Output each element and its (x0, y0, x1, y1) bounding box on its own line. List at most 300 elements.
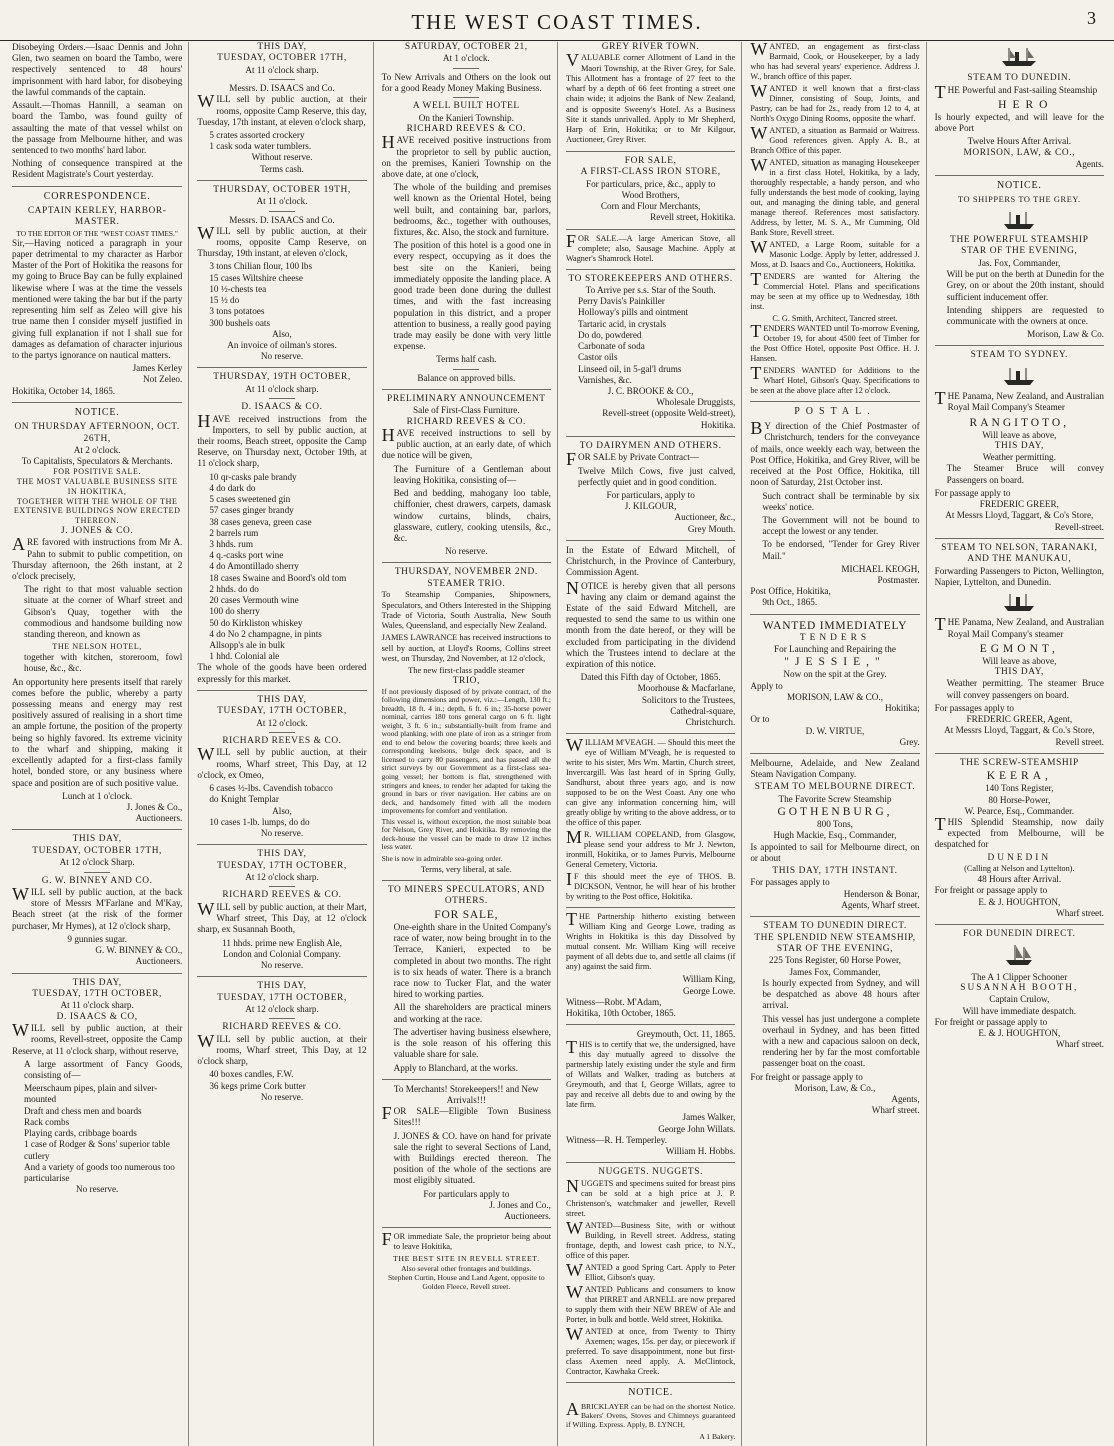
advert-line: 1 cask soda water tumblers. (209, 141, 312, 152)
advert-line: THIS DAY, (257, 981, 307, 992)
advert-line: William King, (682, 974, 736, 985)
advert-line: THE POWERFUL STEAMSHIP (950, 234, 1089, 245)
page-number: 3 (1087, 8, 1096, 28)
divider (935, 924, 1104, 925)
advert-line: She is now in admirable sea-going order. (381, 853, 503, 863)
advert-line: 4 do dark do (209, 482, 256, 493)
advert-line: No reserve. (75, 1184, 119, 1195)
divider (750, 753, 919, 754)
advert-line: Intending shippers are requested to communicate with the owners at once. (946, 304, 1104, 326)
advert-line: The right to that most valuable section situate at the corner of Wharf street and Gibson's Quay, together with the commodious and handsome building now standing thereon, and known as (24, 584, 183, 640)
advert-line: WANTED, a situation as Barmaid or Waitress. Good references given. Apply A. B., at Branch Office of this paper. (750, 123, 920, 155)
letter-signature-note: Not Zeleo. (143, 374, 183, 385)
advert-grey-river-town (566, 42, 735, 146)
divider (197, 844, 366, 845)
advert-line: William H. Hobbs. (665, 1146, 736, 1157)
advert-line: 4 q.-casks port wine (209, 550, 284, 561)
advert-line: GOTHENBURG, (777, 806, 893, 819)
advert-line: WILL sell by public auction, at their rooms, opposite Camp Reserve, on Thursday, 19th instant, at eleven o'clock, (197, 222, 367, 259)
divider (566, 1382, 735, 1383)
advert-line: TUESDAY, OCTOBER 17TH, (217, 53, 347, 64)
schooner-icon (935, 944, 1104, 969)
advert-furniture (382, 394, 551, 558)
advert-line: For freight or passage apply to (750, 1071, 863, 1082)
advert-line: Witness—Robt. M'Adam, (565, 996, 662, 1007)
advert-line: At 11 o'clock. (256, 196, 308, 207)
advert-line: TENDERS are wanted for Altering the Commercial Hotel. Plans and specifications may be seen at my office up to Wednesday, 18th inst. (750, 269, 920, 311)
advert-line: WANTED IMMEDIATELY (762, 619, 908, 632)
advert-line: TO STOREKEEPERS AND OTHERS. (568, 273, 733, 284)
advert-line: At 12 o'clock sharp. (245, 872, 319, 883)
advert-rangitoto (935, 350, 1104, 532)
advert-line: 57 cases ginger brandy (209, 505, 294, 516)
advert-line: EGMONT, (979, 642, 1059, 655)
letter-title: CAPTAIN KERLEY, HARBOR-MASTER. (27, 205, 167, 228)
advert-line: FOR POSITIVE SALE. (53, 467, 142, 477)
advert-line: No reserve. (445, 546, 488, 557)
advert-line: KEERA, (986, 770, 1052, 783)
advert-line: For freight or passage apply to (934, 1016, 1048, 1027)
advert-line: 18 cases Swaine and Boord's old tom (209, 572, 347, 583)
advert-line: FOR SALE—Eligible Town Business Sites!!! (381, 1103, 551, 1128)
advert-line: No reserve. (260, 1091, 304, 1102)
column-6 (926, 42, 1110, 1446)
advert-line: Also, (272, 328, 292, 339)
advert-line: 48 Hours after Arrival. (977, 874, 1062, 885)
advert-line: The position of this hotel is a good one in every respect, occupying as it does the best site on the Kanieri, being immediately opposite the landing place. A good trade been done during the dullest times, and with the fast increasing population in this district, and a proper attention to business, a really good paying trade may easily be done with very little expense. (393, 240, 551, 352)
advert-line: Cathedral-square, (670, 705, 736, 716)
advert-line: To Steamship Companies, Shipowners, Speculators, and Others Interested in the Shipping Trade of Victoria, South Australia, New South Wales, Queensland, and especially New Zealand. (381, 590, 551, 631)
advert-line: Tartaric acid, in crystals (577, 318, 667, 329)
advert-line: Morison, Law & Co. (1027, 329, 1104, 340)
steamship-icon (935, 210, 1104, 233)
divider (566, 151, 735, 152)
steamship-icon (935, 592, 1104, 615)
advert-line: STEAMER TRIO. (427, 578, 506, 589)
advert-line: Rack combs (24, 1116, 70, 1127)
advert-line: Solicitors to the Trustees, (641, 694, 736, 705)
advert-gothenburg (750, 758, 919, 911)
advert-line: A large assortment of Fancy Goods, consisting of— (24, 1058, 183, 1081)
advert-line: This vessel is, without exception, the most suitable boat for Nelson, Grey River, and Hokitika. By removing the deck-house the vessel can be made to draw 12 inches less water. (381, 816, 551, 852)
advert-line: STEAM TO SYDNEY. (970, 350, 1068, 361)
advert-line: THE BEST SITE IN REVELL STREET. (392, 1254, 540, 1264)
advert-keera (935, 758, 1104, 919)
advert-line: Will have immediate despatch. (962, 1005, 1077, 1016)
advert-line: THIS DAY, (257, 694, 307, 705)
advert-line: Wharf street. (1056, 1039, 1104, 1050)
advert-line: E. & J. HOUGHTON, (978, 896, 1061, 907)
advert-line: No reserve. (260, 959, 304, 970)
advert-line: 300 bushels oats (209, 317, 271, 328)
advert-line: IN HOKITIKA, (67, 486, 127, 496)
divider (750, 614, 919, 615)
advert-line: Is appointed to sail for Melbourne direct, on or about (750, 841, 920, 863)
advert-line: Auctioneers. (504, 1211, 551, 1222)
advert-line: Agents, (891, 1094, 920, 1105)
advert-line: The whole of the goods have been ordered expressly for this market. (197, 662, 367, 684)
advert-line: HERO (998, 98, 1054, 111)
advert-line: THIS DAY, 17TH INSTANT. (772, 865, 898, 876)
advert-line: (Calling at Nelson and Lyttelton). (964, 864, 1075, 874)
advert-line: J. C. BROOKE & CO., (607, 385, 694, 396)
divider (197, 976, 366, 977)
advert-line: Witness—R. H. Temperley. (565, 1134, 668, 1145)
column-3 (373, 42, 557, 1446)
advert-line: James Fox, Commander, (789, 966, 881, 977)
advert-line: Hokitika, 10th October, 1865. (565, 1008, 676, 1018)
divider (382, 389, 551, 390)
advert-line: C. G. Smith, Architect, Tancred street. (772, 314, 898, 323)
advert-susannah-booth (935, 929, 1104, 1050)
advert-line: STAR OF THE EVENING, (961, 246, 1078, 257)
advert-line: Post Office, Hokitika, (750, 586, 831, 597)
advert-line: J. JONES & CO. have on hand for private sale the right to several Sections of Land, with Buildings erected thereon. The position of the whole of the sections are most eligibly situated. (393, 1130, 551, 1186)
advert-line: TENDERS (799, 632, 871, 643)
advert-line: At 11 o'clock sharp. (245, 383, 319, 394)
advert-line: D. ISAACS & CO, (56, 1011, 138, 1022)
advert-line: 4 do No 2 champagne, in pints (209, 628, 322, 639)
advert-line: 80 Horse-Power, (988, 794, 1051, 805)
advert-line: 5 crates assorted crockery (209, 130, 305, 141)
divider (566, 1162, 735, 1163)
rule (269, 732, 295, 733)
advert-line: One-eighth share in the United Company's race of water, now being brought in to the Terrace, Kanieri, expected to be completed in about two months. The right is to six heads of water. There is a branch race now to Tucker Flat, and the water hired to working parties. (393, 921, 551, 1000)
advert-line: THIS Splendid Steamship, now daily expected from Melbourne, will be despatched for (934, 813, 1104, 850)
divider (935, 345, 1104, 346)
advert-kanieri-hotel (382, 42, 551, 384)
advert-line: Auctioneer, &c., (674, 512, 736, 523)
advert-line: 15 cases Wiltshire cheese (209, 272, 303, 283)
advert-line: The Steamer Bruce will convey Passengers on board. (946, 463, 1104, 485)
advert-line: 11 hhds. prime new English Ale, (222, 937, 342, 948)
advert-reeves-tobacco (197, 695, 366, 839)
advert-line: At 12 o'clock Sharp. (59, 857, 135, 868)
advert-line: If not previously disposed of by private contract, of the following dimensions and power, viz.:—Length, 130 ft.; breadth, 18 ft. 4 in.; depth, 6 ft. 6 in.; 35-horse power nominal, carries 180 tons general cargo on 6 ft. light weight, 3 ft. 6 in.; substantially-built from frame and wood planking, with one plate of iron as a stringer from end to end below the covering boards; three keels and corresponding keelsons, bulge deck space, and is licensed to carry 80 passengers, and has passed all the strict surveys by our Government as a first-class sea-going vessel; her bottom is flat, strengthened with stringers and knees, to render her adapted for taking the ground in bars or river navigation. Her cabins are on deck, and handsomely fitted with all the modern improvements for comfort and ventilation. (381, 686, 551, 816)
columns (4, 39, 1110, 1441)
advert-line: EXTENSIVE BUILDINGS NOW ERECTED (13, 506, 181, 516)
advert-line: WILL sell by public auction, at their rooms, opposite Camp Reserve, this day, Tuesday, 17th instant, at eleven o'clock sharp, (197, 91, 367, 127)
advert-line: At Messrs Lloyd, Taggart, & Co.'s Store, (944, 725, 1095, 736)
advert-line: Bed and bedding, mahogany loo table, chiffonier, chest drawers, carpets, damask window curtains, blinds, chairs, glassware, cutlery, cooking utensils, &c., &c. (393, 488, 551, 543)
advert-line: TUESDAY, OCTOBER 17TH, (32, 845, 163, 856)
divider (382, 562, 551, 563)
advert-line: THE SPLENDID NEW STEAMSHIP, (754, 932, 916, 943)
divider (382, 1079, 551, 1080)
advert-line: WILLIAM M'VEAGH. — Should this meet the eye of William M'Veagh, he is requested to write to his sister, Mrs Wm. Martin, Church street, Invercargill. Was last heard of in Spring Gully, Sandhurst, about three years ago, and is now supposed to be on the West Coast. Any one who can give any information concerning him, will greatly oblige by writing to the above address, or to the office of this paper. (565, 735, 736, 828)
advert-line: London and Colonial Company. (223, 948, 341, 959)
advert-line: MORISON, LAW, & CO., (963, 147, 1076, 158)
advert-line: THE MOST VALUABLE BUSINESS SITE (16, 477, 178, 487)
divider (566, 733, 735, 734)
advert-line: NOTICE. (996, 180, 1042, 192)
advert-line: THIS DAY, (72, 834, 122, 845)
advert-line: At Messrs Lloyd, Taggart, & Co's Store, (945, 510, 1094, 521)
advert-line: RICHARD REEVES & CO. (222, 890, 342, 901)
advert-line: WANTED, situation as managing Housekeeper in a first class Hotel, Hokitika, by a lady, thoroughly respectable, a handy person, and who fully understands the best mode of cooking, laying out, and managing the dining table, and general manage thereof. References most satisfactory. Address, by letter, M. S. A., Mr Cumming, Old Bank Store, Revell street. (750, 155, 920, 237)
advert-line: W. Pearce, Esq., Commander. (964, 805, 1074, 816)
advert-line: All the shareholders are practical miners and working at the race. (393, 1002, 551, 1024)
letter-body: Sir,—Having noticed a paragraph in your paper detrimental to my character as Harbor Master of the Port of Hokitika the reasons for my going to Bruce Bay can be fully explained likewise where I was at the time the vessels mentioned were taking the bar but if the party representing him self as Zeleo will give his true name then I consider myself justified in giving full explanation if not I shall sue for damages as defamation of character injurious to the partys ignorance on nautical matters. (12, 237, 183, 360)
advert-line: The Furniture of a Gentleman about leaving Hokitika, consisting of— (393, 463, 551, 485)
advert-line: Castor oils (577, 352, 618, 363)
advert-line: For passages apply to (750, 877, 830, 888)
advert-line: HAVE received positive instructions from the proprietor to sell by public auction, on the premises, Kanieri Township on the above date, at one o'clock, (381, 132, 551, 179)
advert-line: THURSDAY, OCTOBER 19TH, (213, 184, 351, 195)
advert-steamer-trio (382, 567, 551, 874)
advert-line: 36 kegs prime Cork butter (209, 1080, 306, 1091)
advert-line: To Capitalists, Speculators & Merchants. (21, 456, 173, 467)
advert-line: Without reserve. (251, 152, 313, 163)
divider (566, 436, 735, 437)
divider (566, 1024, 735, 1025)
advert-line: Wharf street. (1056, 907, 1104, 918)
advert-line: Will be put on the berth at Dunedin for the Grey, on or about the 20th instant, should sufficient inducement offer. (946, 269, 1104, 302)
advert-line: The Favorite Screw Steamship (778, 793, 892, 804)
advert-line: 140 Tons Register, (985, 783, 1054, 794)
advert-line: Sale of First-Class Furniture. (412, 405, 520, 416)
advert-line: THURSDAY, 19TH OCTOBER, (213, 372, 351, 383)
advert-line: THIS DAY, (994, 667, 1044, 678)
advert-line: THIS DAY, (257, 849, 307, 860)
advert-line: do Knight Templar (209, 794, 279, 805)
notice-postal (750, 406, 919, 609)
newspaper-title: THE WEST COAST TIMES. (411, 10, 703, 34)
advert-brooke-druggists (566, 274, 735, 431)
advert-line: At 1 o'clock. (442, 53, 490, 64)
advert-line: TO MINERS SPECULATORS, AND OTHERS. (387, 884, 545, 907)
advert-line: The Government will not be bound to accept the lowest or any tender. (762, 514, 920, 537)
advert-american-stove (565, 230, 736, 264)
divider (197, 367, 366, 368)
divider (935, 753, 1104, 754)
section-heading: CORRESPONDENCE. (43, 190, 151, 202)
advert-line: Will leave as above, (982, 655, 1057, 666)
advert-line: RICHARD REEVES & CO. (406, 416, 526, 427)
advert-line: THIS DAY, (994, 440, 1044, 451)
advert-line: "JESSIE," (784, 656, 886, 669)
advert-line: Balance on approved bills. (417, 372, 516, 383)
advert-line: G. W. BINNEY AND CO. (41, 875, 153, 886)
advert-line: 3 tons Chilian flour, 100 lbs (209, 261, 313, 272)
advert-line: Forwarding Passengers to Picton, Wellington, Napier, Lyttelton, and Dunedin. (934, 565, 1104, 587)
advert-line: STAR OF THE EVENING, (776, 944, 894, 955)
advert-line: At 11 o'clock sharp. (60, 1000, 134, 1011)
advert-line: FOR immediate Sale, the proprietor being about to leave Hokitika, (381, 1229, 551, 1252)
advert-line: For particulars apply to (423, 1188, 510, 1199)
advert-line: 9th Oct., 1865. (762, 597, 818, 608)
advert-line: Grey Mouth. (687, 523, 736, 534)
advert-line: Messrs. D. ISAACS and Co. (229, 83, 335, 94)
advert-line: WANTED at once, from Twenty to Thirty Axemen; wages, 15s. per day, or piecework if preferred. To save disappointment, none but first-class Axemen need apply. A. McClintock, Contractor, Kawhaka Creek. (565, 1323, 736, 1376)
advert-line: J. KILGOUR, (624, 501, 677, 512)
advert-line: Weather permitting. The steamer Bruce will convey passengers on board. (946, 678, 1104, 700)
advert-line: James Walker, (682, 1112, 736, 1123)
advert-line: FREDERIC GREER, (979, 499, 1059, 510)
advert-line: WILL sell by public auction, at the back store of Messrs M'Farlane and M'Kay, Beach street (at the risk of the former purchaser, Mr Hymes), at 12 o'clock sharp, (12, 884, 183, 931)
advert-line: Linseed oil, in 5-gal'l drums (577, 363, 682, 374)
advert-line: WANTED a good Spring Cart. Apply to Peter Elliot, Gibson's quay. (565, 1259, 736, 1282)
advert-line: Is hourly expected, and will leave for the above Port (934, 111, 1104, 134)
advert-line: STEAM TO DUNEDIN. (967, 73, 1072, 84)
advert-line: No reserve. (260, 351, 304, 362)
divider (197, 690, 366, 691)
advert-heading: NOTICE. (74, 406, 120, 418)
rule (269, 1018, 295, 1019)
divider (566, 229, 735, 230)
advert-line: NOTICE. (628, 1386, 674, 1398)
advert-line: Revell street. (1055, 736, 1104, 747)
advert-line: Carbonate of soda (577, 341, 645, 352)
rule (84, 872, 110, 873)
advert-line: ARE favored with instructions from Mr A. Pahn to submit to public competition, on Thursday afternoon, the 26th instant, at 2 o'clock precisely, (12, 534, 183, 582)
advert-line: Agents, Wharf street. (841, 899, 920, 910)
advert-line: Morison, Law, & Co., (794, 1082, 876, 1093)
advert-line: 4 do Amontillado sherry (209, 561, 299, 572)
advert-line: JAMES LAWRANCE has received instructions to sell by auction, at Lloyd's Rooms, Collins street west, on Thursday, 2nd November, at 12 o'clock, (381, 633, 551, 663)
advert-line: THE Panama, New Zealand, and Australian Royal Mail Company's Steamer (934, 388, 1104, 413)
advert-line: STEAM TO NELSON, TARANAKI, AND THE MANUKAU, (941, 542, 1098, 565)
advert-line: Twelve Milch Cows, five just calved, perfectly quiet and in good condition. (577, 465, 736, 487)
advert-line: FREDERIC GREER, Agent, (966, 714, 1073, 725)
advert-line: In the Estate of Edward Mitchell, of Christchurch, in the Province of Canterbury, Commission Agent. (565, 544, 736, 578)
advert-line: 5 cases sweetened gin (209, 494, 291, 505)
advert-line: 9 gunnies sugar. (67, 933, 127, 944)
advert-line: TUESDAY, 17TH OCTOBER, (217, 992, 347, 1003)
advert-line: D. ISAACS & CO. (241, 402, 323, 413)
rule (269, 79, 295, 80)
advert-line: Auctioneers. (135, 813, 183, 824)
advert-line: Also, (272, 805, 292, 816)
advert-line: 38 cases geneva, green case (209, 516, 312, 527)
advert-line: Henderson & Bonar, (843, 888, 920, 899)
advert-line: FOR SALE by Private Contract— (565, 449, 699, 470)
advert-line: BY direction of the Chief Postmaster of Christchurch, tenders for the conveyance of mails, once weekly each way, between the Post Office, Hokitika, and Grey River, will be received at the Post Office, Hokitika, till noon of Saturday, 21st October inst. (750, 418, 920, 488)
advert-line: THE Panama, New Zealand, and Australian Royal Mail Company's steamer (934, 614, 1104, 639)
advert-line: 10 cases 1-lb. lumps, do do (209, 816, 310, 827)
advert-line: 10 qr-casks pale brandy (209, 471, 297, 482)
advert-line: At 12 o'clock. (256, 717, 308, 728)
advert-line: MICHAEL KEOGH, (841, 563, 920, 574)
advert-line: The advertiser having business elsewhere, is the sole reason of his offering this valuable share for sale. (393, 1026, 551, 1060)
advert-line: 50 do Kirkliston whiskey (209, 617, 303, 628)
advert-line: MORISON, LAW & CO., (786, 691, 884, 702)
advert-line: NUGGETS. NUGGETS. (598, 1167, 704, 1178)
advert-line: J. Jones & Co., (126, 801, 183, 812)
advert-line: Hokitika; (884, 703, 920, 714)
rule (269, 398, 295, 399)
advert-line: Or to (750, 714, 770, 725)
advert-line: WILL sell by public auction, at their rooms, Wharf street, This Day, at 12 o'clock sharp, (197, 1030, 367, 1067)
advert-notice-nelson-hotel (12, 407, 182, 825)
column-1 (4, 42, 188, 1446)
rule (453, 68, 479, 69)
advert-line: To Arrive per s.s. Star of the South. (585, 285, 716, 295)
advert-isaacs-flour (197, 185, 366, 363)
rule (269, 211, 295, 212)
advert-line: Is hourly expected from Sydney, and will be despatched as above 48 hours after arrival. (762, 977, 920, 1011)
notice-partnership-king-lowe (565, 909, 736, 1019)
divider (12, 186, 182, 187)
steamship-icon (935, 46, 1104, 71)
notice-mitchell-estate (566, 545, 735, 729)
advert-line: At 11 o'clock sharp. (245, 64, 319, 75)
advert-line: GREY RIVER TOWN. (601, 42, 700, 52)
advert-business-sites (382, 1084, 551, 1223)
advert-line: Revell-street. (1054, 521, 1104, 532)
advert-line: Terms cash. (260, 163, 304, 174)
advert-revell-site (381, 1229, 551, 1292)
advert-line: Postmaster. (877, 575, 920, 586)
advert-line: WANTED, a Large Room, suitable for a Masonic Lodge. Apply by letter, addressed J. Moss, at D. Isaacs and Co., Auctioneers, Hokitika. (750, 237, 920, 269)
advert-line: FOR SALE.—A large American Stove, all complete; also, Sausage Machine. Apply at Wagner's Shamrock Hotel. (565, 230, 736, 263)
advert-line: 3 tons potatoes (209, 306, 265, 317)
advert-line: TO SHIPPERS TO THE GREY. (957, 195, 1081, 205)
advert-line: Wholesale Druggists, (656, 397, 736, 408)
divider (566, 269, 735, 270)
advert-line: 1 case of Rodger & Sons' superior table cutlery (24, 1139, 170, 1161)
rule (453, 369, 479, 370)
advert-line: 2 hhds. do do (209, 583, 259, 594)
advert-line: A 1 Bakery. (699, 1431, 736, 1441)
advert-line: Wood Brothers, (621, 189, 680, 200)
advertiser-name: J. JONES & CO. (61, 525, 134, 536)
advert-line: Greymouth, Oct. 11, 1865. (636, 1029, 736, 1040)
rule (453, 97, 479, 98)
advert-line: Apply to Blanchard, at the works. (393, 1062, 518, 1073)
letter-signature: James Kerley (132, 363, 183, 374)
classified-wanted-tenders (750, 39, 920, 396)
advert-line: Now on the spit at the Grey. (783, 669, 887, 680)
advert-line: THIS DAY, (257, 42, 307, 52)
advert-line: WILL sell by public auction, at their rooms, Revell-street, opposite the Camp Reserve, at 11 o'clock sharp, without reserve, (12, 1020, 183, 1056)
divider (935, 175, 1104, 176)
advert-line: Terms half cash. (436, 354, 497, 365)
column-4 (557, 42, 741, 1446)
advert-line: WANTED, an engagement as first-class Barmaid, Cook, or Housekeeper, by a lady who has had several years' experience. Address J. W., branch office of this paper. (750, 39, 920, 81)
advert-line: THE SCREW-STEAMSHIP (959, 757, 1079, 768)
advert-line: TENDERS WANTED for Additions to the Wharf Hotel, Gibson's Quay. Specifications to be seen at the above place after 12 o'clock. (750, 363, 920, 395)
advert-line: 1 hhd. Colonial ale (209, 651, 280, 662)
steamship-icon (935, 366, 1104, 389)
news-item: Assault.—Thomas Hannill, a seaman on board the Tambo, was found guilty of assaulting the mate of that vessel whilst on the passage from Melbourne hither, and was sentenced to two months' hard labor. (12, 100, 183, 155)
advert-line: Playing cards, cribbage boards (24, 1128, 137, 1139)
advert-isaacs-fancy-goods (12, 978, 182, 1196)
advert-reeves-ale (197, 849, 366, 971)
advert-line: Allsopp's ale in bulk (209, 639, 285, 650)
advert-steam-to-dunedin-hero (935, 46, 1104, 170)
advert-line: HAVE received instructions from the Importers, to sell by public auction, at their rooms, Beach street, opposite the Camp Reserve, on Thursday next, October 19th, at 11 o'clock sharp, (197, 410, 367, 469)
advert-line: Jas. Fox, Commander, (978, 257, 1061, 268)
advert-line: STEAM TO MELBOURNE DIRECT. (754, 782, 916, 793)
advert-line: Revell-street (opposite Weld-street), (602, 408, 736, 419)
advert-line: Wharf street. (871, 1105, 920, 1116)
divider (12, 829, 182, 830)
advert-line: MR. WILLIAM COPELAND, from Glasgow, please send your address to Mr J. Newton, ironmill, Hokitika, or to James Purvis, Melbourne General Cemetery, Victoria. (565, 827, 736, 870)
advert-line: SUSANNAH BOOTH, (960, 982, 1079, 993)
advert-line: Revell street, Hokitika. (650, 212, 736, 223)
advert-shippers-to-grey (935, 180, 1104, 340)
advert-egmont (935, 543, 1104, 748)
advert-line: WANTED—Business Site, with or without Building, in Revell street. Address, stating frontage, depth, and lowest cash price, to N.Y., office of this paper. (565, 1217, 736, 1260)
advert-line: Messrs. D. ISAACS and Co. (229, 214, 335, 225)
advert-line: Hugh Mackie, Esq., Commander, (773, 830, 897, 841)
advert-line: And a variety of goods too numerous too particularise (24, 1161, 175, 1183)
advert-line: THURSDAY, NOVEMBER 2ND. (394, 567, 538, 578)
advert-line: 6 cases ½-lbs. Cavendish tobacco (209, 783, 333, 794)
advert-line: Twelve Hours After Arrival. (967, 136, 1072, 147)
advert-line: TUESDAY, 17TH OCTOBER, (217, 860, 347, 871)
